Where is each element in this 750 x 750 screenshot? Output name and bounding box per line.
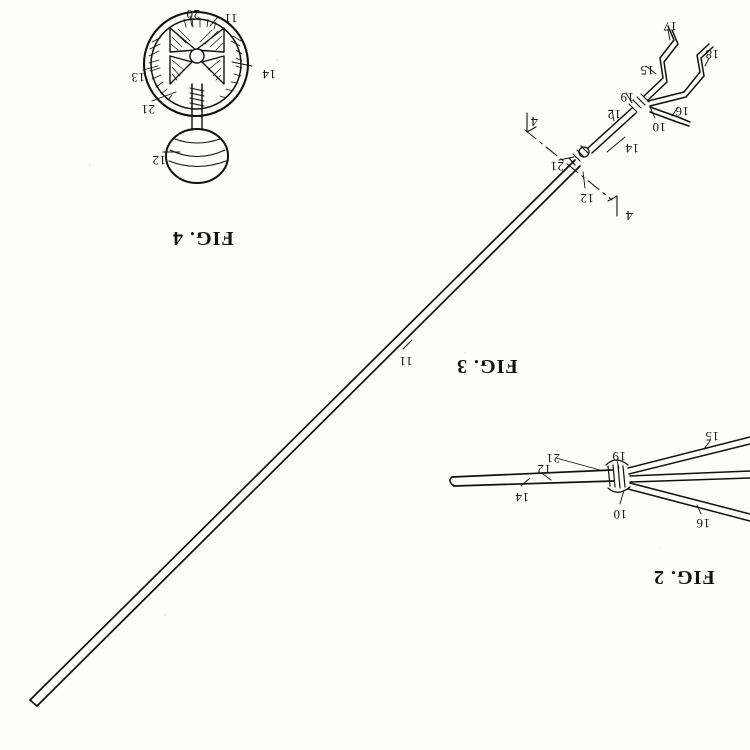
- fig4-blade-lower-left: [170, 56, 192, 84]
- callout-fig3-16: 16: [675, 104, 689, 119]
- callout-fig4-14: 14: [262, 67, 276, 82]
- callout-fig4-21: 21: [141, 102, 155, 117]
- callout-fig3-12: 12: [607, 107, 621, 122]
- leader-fig3-14: [607, 137, 625, 152]
- callout-fig4-12: 12: [152, 153, 166, 168]
- leader-fig2-21: [556, 458, 600, 470]
- callout-fig3-12b: 12: [580, 191, 594, 206]
- leader-fig2-16: [697, 505, 701, 514]
- fig2-prong-mid-a: [630, 471, 750, 476]
- callout-fig3-17: 17: [663, 19, 677, 34]
- fig3-shaft-butt: [30, 700, 37, 706]
- fig4-float-seam-3: [175, 139, 220, 143]
- leader-fig2-14: [521, 478, 530, 486]
- fig3-binding: [569, 146, 588, 165]
- fig2-shaft-upper: [452, 470, 612, 477]
- fig4-blade-lower-right: [202, 56, 224, 84]
- fig4-inner-ring: [151, 19, 241, 109]
- fig2-prong-upper-b: [629, 444, 750, 474]
- figure-label-fig4: FIG. 4: [172, 227, 234, 249]
- fig2-binding-cap-bottom: [608, 487, 630, 492]
- callout-fig2-19: 19: [612, 449, 626, 464]
- callout-fig2-10: 10: [613, 507, 627, 522]
- fig2-shaft-lower: [454, 481, 614, 486]
- fig3-section-line: [525, 130, 612, 200]
- fig2-shaft-end: [450, 477, 454, 486]
- callout-fig2-16: 16: [696, 516, 710, 531]
- fig2-prong-lower-b: [628, 489, 750, 521]
- callout-fig4-13: 13: [131, 70, 145, 85]
- fig3-assembly: [30, 26, 713, 706]
- fig2-binding: [608, 465, 625, 488]
- fig4-center-boss: [190, 49, 204, 63]
- callout-fig3-10: 10: [652, 120, 666, 135]
- fig4-float-seam-1: [170, 150, 225, 157]
- fig4-outer-ring: [144, 12, 248, 116]
- figure-label-fig3: FIG. 3: [456, 355, 518, 377]
- fig3-shaft-upper-edge: [30, 160, 575, 700]
- callout-fig2-14: 14: [515, 490, 529, 505]
- callout-fig3-21: 21: [550, 159, 564, 174]
- fig4-float-seam-2: [169, 161, 226, 167]
- callout-fig2-12: 12: [537, 462, 551, 477]
- callout-fig4-20: 20: [186, 7, 200, 22]
- fig2-prong-lower-a: [630, 483, 750, 514]
- fig3-prong-18: [648, 44, 709, 101]
- fig2-prong-upper-a: [628, 437, 750, 468]
- callout-fig3-19: 19: [620, 90, 634, 105]
- fig3-prong-18b: [650, 47, 713, 106]
- fig2-assembly: [450, 437, 750, 521]
- leader-fig3-12b: [583, 172, 585, 188]
- callout-fig2-15: 15: [705, 429, 719, 444]
- callout-fig3-18: 18: [705, 47, 719, 62]
- fig3-shaft-lower-edge: [37, 166, 580, 706]
- callout-fig4-11: 11: [224, 11, 238, 26]
- callout-fig3-11: 11: [399, 354, 413, 369]
- callout-fig3-14: 14: [625, 141, 639, 156]
- fig2-prong-mid-b: [630, 478, 750, 482]
- section-mark-top: 4: [531, 113, 538, 128]
- section-mark-bottom: 4: [626, 207, 633, 222]
- figure-label-fig2: FIG. 2: [653, 566, 715, 588]
- callout-fig3-15: 15: [640, 63, 654, 78]
- callout-fig2-21: 21: [546, 451, 560, 466]
